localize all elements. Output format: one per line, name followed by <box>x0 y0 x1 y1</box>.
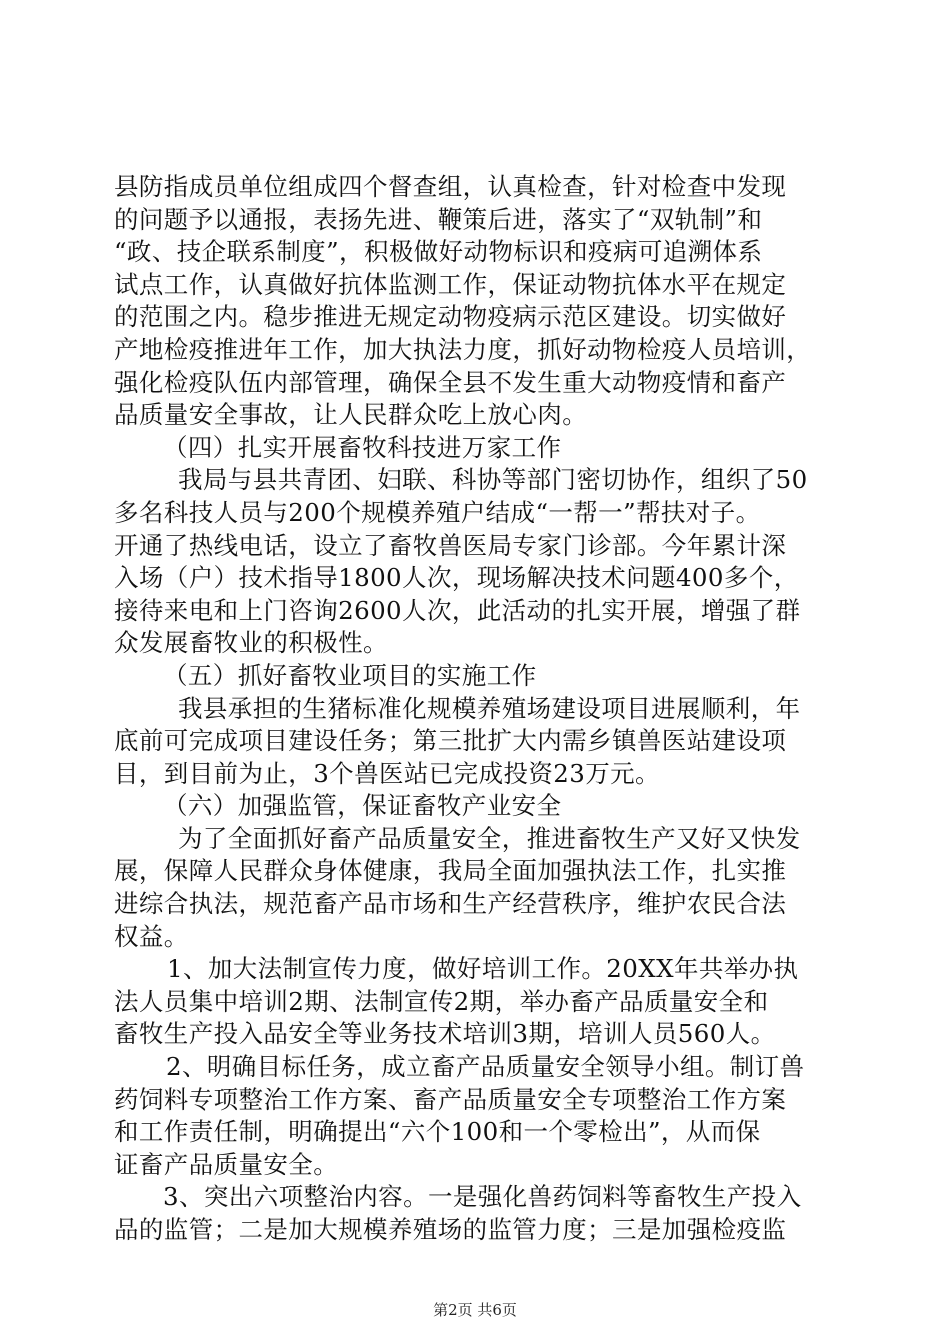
text-line: 县防指成员单位组成四个督查组，认真检查，针对检查中发现 <box>114 172 787 201</box>
section-heading: （五）抓好畜牧业项目的实施工作 <box>163 660 537 690</box>
document-body <box>114 171 840 1247</box>
text-line: 畜牧生产投入品安全等业务技术培训3期，培训人员560人。 <box>114 1019 776 1049</box>
text-line: 和工作责任制，明确提出“六个100和一个零检出”，从而保 <box>114 1117 761 1147</box>
text-line: 药饲料专项整治工作方案、畜产品质量安全专项整治工作方案 <box>114 1084 787 1114</box>
text-line: 目，到目前为止，3个兽医站已完成投资23万元。 <box>114 758 660 788</box>
text-line: 强化检疫队伍内部管理，确保全县不发生重大动物疫情和畜产 <box>114 367 787 397</box>
text-line: 证畜产品质量安全。 <box>114 1149 339 1179</box>
text-line: 众发展畜牧业的积极性。 <box>114 628 388 658</box>
text-line: 底前可完成项目建设任务；第三批扩大内需乡镇兽医站建设项 <box>114 726 787 756</box>
text-line: 进综合执法，规范畜产品市场和生产经营秩序，维护农民合法 <box>114 889 787 919</box>
text-line: 展，保障人民群众身体健康，我局全面加强执法工作，扎实推 <box>114 856 787 886</box>
section-heading: （六）加强监管，保证畜牧产业安全 <box>163 791 562 821</box>
numbered-item-start: 2、明确目标任务，成立畜产品质量安全领导小组。制订兽 <box>166 1052 805 1082</box>
text-line: 开通了热线电话，设立了畜牧兽医局专家门诊部。今年累计深 <box>114 530 787 560</box>
text-line: 法人员集中培训2期、法制宣传2期，举办畜产品质量安全和 <box>114 986 769 1016</box>
text-line: 权益。 <box>114 921 189 951</box>
text-line: 品的监管；二是加大规模养殖场的监管力度；三是加强检疫监 <box>114 1215 787 1244</box>
text-line: 多名科技人员与200个规模养殖户结成“一帮一”帮扶对子。 <box>114 497 761 527</box>
text-line: 接待来电和上门咨询2600人次，此活动的扎实开展，增强了群 <box>114 595 801 625</box>
page-number-footer: 第2页 共6页 <box>433 1301 517 1319</box>
text-line: 的问题予以通报，表扬先进、鞭策后进，落实了“双轨制”和 <box>114 204 763 234</box>
paragraph-start: 为了全面抓好畜产品质量安全，推进畜牧生产又好又快发 <box>178 823 801 853</box>
text-line: 产地检疫推进年工作，加大执法力度，抓好动物检疫人员培训， <box>114 334 812 364</box>
text-line: “政、技企联系制度”，积极做好动物标识和疫病可追溯体系 <box>114 237 763 267</box>
paragraph-start: 我县承担的生猪标准化规模养殖场建设项目进展顺利，年 <box>178 693 801 723</box>
section-heading: （四）扎实开展畜牧科技进万家工作 <box>163 432 562 462</box>
text-line: 的范围之内。稳步推进无规定动物疫病示范区建设。切实做好 <box>114 302 787 332</box>
text-line: 入场（户）技术指导1800人次，现场解决技术问题400多个， <box>114 563 799 593</box>
text-line: 品质量安全事故，让人民群众吃上放心肉。 <box>114 400 588 430</box>
paragraph-start: 我局与县共青团、妇联、科协等部门密切协作，组织了50 <box>178 465 808 495</box>
numbered-item-start: 3、突出六项整治内容。一是强化兽药饲料等畜牧生产投入 <box>163 1182 802 1212</box>
text-line: 试点工作，认真做好抗体监测工作，保证动物抗体水平在规定 <box>114 269 787 299</box>
numbered-item-start: 1、加大法制宣传力度，做好培训工作。20XX年共举办执 <box>167 954 799 984</box>
